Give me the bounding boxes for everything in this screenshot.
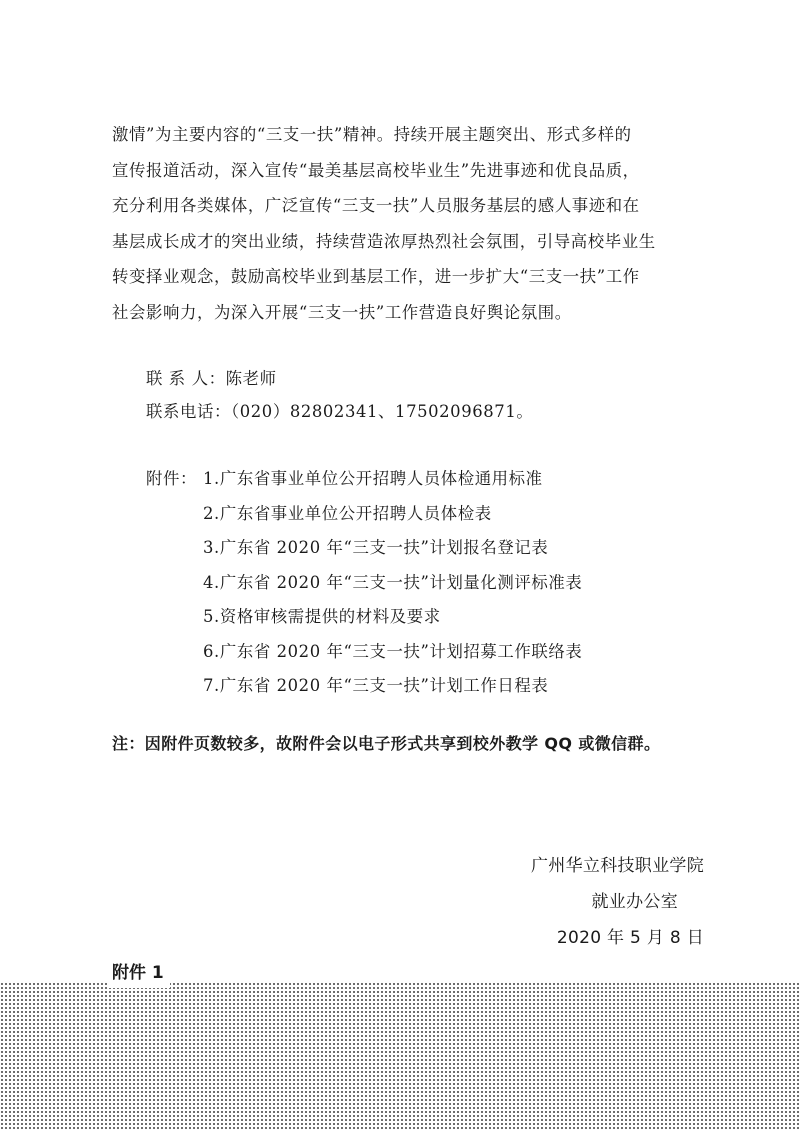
paragraph-line: 激情”为主要内容的“三支一扶”精神。持续开展主题突出、形式多样的 — [112, 125, 632, 144]
scan-dot-pattern — [0, 982, 799, 1131]
attachment-item-label: 7.广东省 2020 年“三支一扶”计划工作日程表 — [203, 676, 549, 695]
attachment-item — [146, 497, 582, 532]
signature-organization: 广州华立科技职业学院 — [531, 856, 704, 876]
attachment-item-label: 1.广东省事业单位公开招聘人员体检通用标准 — [203, 469, 543, 488]
signature-block — [531, 848, 704, 956]
paragraph-line: 转变择业观念，鼓励高校毕业到基层工作，进一步扩大“三支一扶”工作 — [112, 267, 640, 286]
paragraph-line: 社会影响力，为深入开展“三支一扶”工作营造良好舆论氛围。 — [112, 302, 572, 322]
attachment-item — [146, 531, 582, 566]
attachment-item — [146, 669, 582, 704]
contact-person: 联 系 人：陈老师 — [146, 369, 277, 388]
signature-office: 就业办公室 — [591, 892, 678, 912]
attachment-item — [146, 566, 582, 601]
paragraph-line: 基层成长成才的突出业绩，持续营造浓厚热烈社会氛围，引导高校毕业生 — [112, 231, 656, 251]
attachment-note: 注：因附件页数较多，故附件会以电子形式共享到校外教学 QQ 或微信群。 — [112, 734, 661, 753]
attachment-item-label: 2.广东省事业单位公开招聘人员体检表 — [203, 503, 492, 523]
attachment-item-label: 5.资格审核需提供的材料及要求 — [203, 607, 441, 626]
contact-phone: 联系电话：（020）82802341、17502096871。 — [146, 402, 534, 421]
attachment-item — [146, 635, 582, 670]
attachment-list — [146, 462, 582, 704]
attachment-item-label: 4.广东省 2020 年“三支一扶”计划量化测评标准表 — [203, 572, 583, 592]
contact-block — [146, 362, 533, 428]
next-attachment-label: 附件 1 — [112, 960, 164, 986]
paragraph-line: 宣传报道活动，深入宣传“最美基层高校毕业生”先进事迹和优良品质， — [112, 160, 640, 180]
attachment-item-label: 6.广东省 2020 年“三支一扶”计划招募工作联络表 — [203, 641, 583, 661]
paragraph-line: 充分利用各类媒体，广泛宣传“三支一扶”人员服务基层的感人事迹和在 — [112, 196, 640, 215]
attachment-prefix: 附件： — [146, 469, 197, 488]
signature-date: 2020 年 5 月 8 日 — [556, 928, 704, 948]
attachment-item-label: 3.广东省 2020 年“三支一扶”计划报名登记表 — [203, 538, 549, 557]
attachment-item — [146, 600, 582, 635]
body-paragraph — [112, 117, 702, 330]
attachment-item — [146, 462, 582, 497]
